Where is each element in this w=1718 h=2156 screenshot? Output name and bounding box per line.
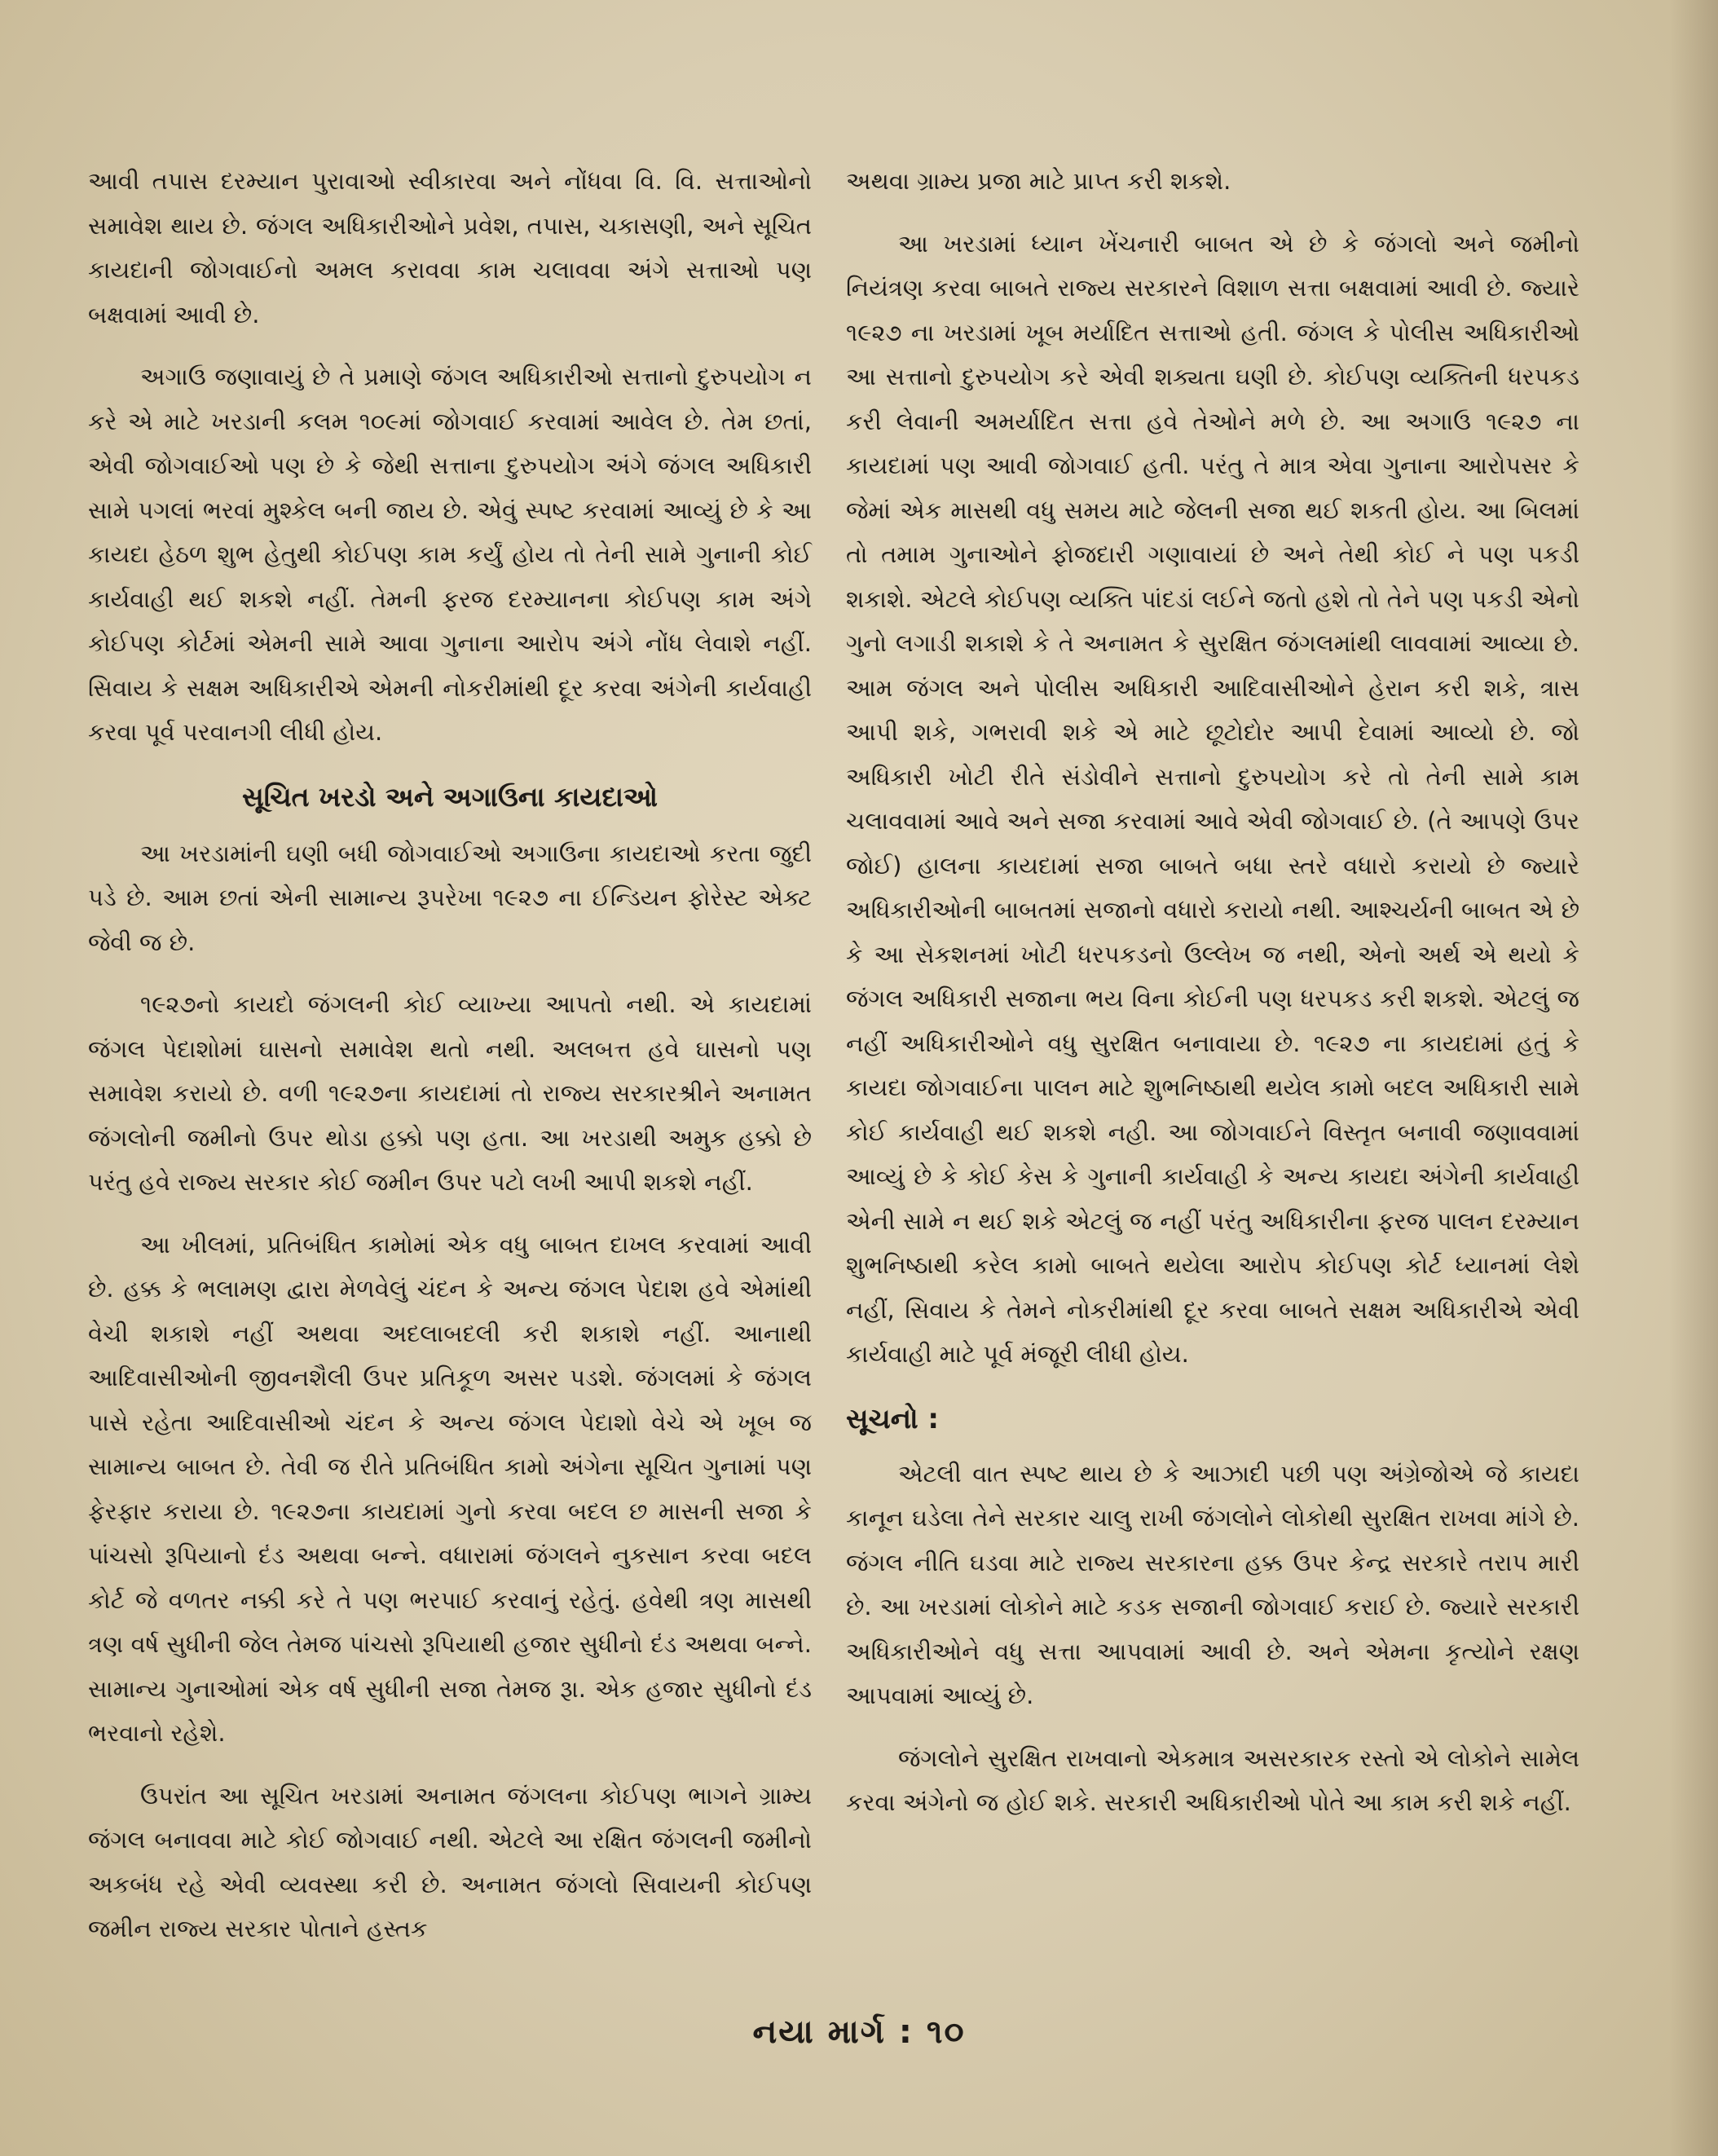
paragraph: આ ખરડામાંની ઘણી બધી જોગવાઈઓ અગાઉના કાયદાઓ કરતા જુદી પડે છે. આમ છતાં એની સામાન્ય રૂપરેખા ૧૯૨૭ ના ઈન્ડિયન ફોરેસ્ટ એક્ટ જેવી જ છે.	[88, 839, 812, 956]
paragraph: ઉપરાંત આ સૂચિત ખરડામાં અનામત જંગલના કોઈપણ ભાગને ગ્રામ્ય જંગલ બનાવવા માટે કોઈ જોગવાઈ નથી. એટલે આ રક્ષિત જંગલની જમીનો અકબંધ રહે એવી વ્યવસ્થા કરી છે. અનામત જંગલો સિવાયની કોઈપણ જમીન રાજ્ય સરકાર પોતાને હસ્તક	[88, 1781, 812, 1942]
paragraph: અથવા ગ્રામ્ય પ્રજા માટે પ્રાપ્ત કરી શકશે.	[846, 167, 1231, 195]
section-heading: સૂચનો :	[846, 1402, 940, 1435]
paragraph: અગાઉ જણાવાયું છે તે પ્રમાણે જંગલ અધિકારીઓ સત્તાનો દુરુપયોગ ન કરે એ માટે ખરડાની કલમ ૧૦૯માં જોગવાઈ કરવામાં આવેલ છે. તેમ છતાં, એવી જોગવાઈઓ પણ છે કે જેથી સત્તાના દુરુપયોગ અંગે જંગલ અધિકારી સામે પગલાં ભરવાં મુશ્કેલ બની જાય છે. એવું સ્પષ્ટ કરવામાં આવ્યું છે કે આ કાયદા હેઠળ શુભ હેતુથી કોઈપણ કામ કર્યું હોય તો તેની સામે ગુનાની કોઈ કાર્યવાહી થઈ શકશે નહીં. તેમની ફરજ દરમ્યાનના કોઈપણ કામ અંગે કોઈપણ કોર્ટમાં એમની સામે આવા ગુનાના આરોપ અંગે નોંધ લેવાશે નહીં. સિવાય કે સક્ષમ અધિકારીએ એમની નોકરીમાંથી દૂર કરવા અંગેની કાર્યવાહી કરવા પૂર્વ પરવાનગી લીધી હોય.	[88, 363, 812, 746]
page-footer: નયા માર્ગ : ૧૦	[752, 2013, 966, 2051]
paragraph: ૧૯૨૭નો કાયદો જંગલની કોઈ વ્યાખ્યા આપતો નથી. એ કાયદામાં જંગલ પેદાશોમાં ઘાસનો સમાવેશ થતો નથી. અલબત્ત હવે ઘાસનો પણ સમાવેશ કરાયો છે. વળી ૧૯૨૭ના કાયદામાં તો રાજ્ય સરકારશ્રીને અનામત જંગલોની જમીનો ઉપર થોડા હક્કો પણ હતા. આ ખરડાથી અમુક હક્કો છે પરંતુ હવે રાજ્ય સરકાર કોઈ જમીન ઉપર પટો લખી આપી શકશે નહીં.	[88, 990, 812, 1196]
paragraph: આ ખરડામાં ધ્યાન ખેંચનારી બાબત એ છે કે જંગલો અને જમીનો નિયંત્રણ કરવા બાબતે રાજ્ય સરકારને વિશાળ સત્તા બક્ષવામાં આવી છે. જ્યારે ૧૯૨૭ ના ખરડામાં ખૂબ મર્યાદિત સત્તાઓ હતી. જંગલ કે પોલીસ અધિકારીઓ આ સત્તાનો દુરુપયોગ કરે એવી શક્યતા ઘણી છે. કોઈપણ વ્યક્તિની ધરપકડ કરી લેવાની અમર્યાદિત સત્તા હવે તેઓને મળે છે. આ અગાઉ ૧૯૨૭ ના કાયદામાં પણ આવી જોગવાઈ હતી. પરંતુ તે માત્ર એવા ગુનાના આરોપસર કે જેમાં એક માસથી વધુ સમય માટે જેલની સજા થઈ શકતી હોય. આ બિલમાં તો તમામ ગુનાઓને ફોજદારી ગણાવાયાં છે અને તેથી કોઈ ને પણ પકડી શકાશે. એટલે કોઈપણ વ્યક્તિ પાંદડાં લઈને જતો હશે તો તેને પણ પકડી એનો ગુનો લગાડી શકાશે કે તે અનામત કે સુરક્ષિત જંગલમાંથી લાવવામાં આવ્યા છે. આમ જંગલ અને પોલીસ અધિકારી આદિવાસીઓને હેરાન કરી શકે, ત્રાસ આપી શકે, ગભરાવી શકે એ માટે છૂટોદોર આપી દેવામાં આવ્યો છે. જો અધિકારી ખોટી રીતે સંડોવીને સત્તાનો દુરુપયોગ કરે તો તેની સામે કામ ચલાવવામાં આવે અને સજા કરવામાં આવે એવી જોગવાઈ છે. (તે આપણે ઉપર જોઈ) હાલના કાયદામાં સજા બાબતે બધા સ્તરે વધારો કરાયો છે જ્યારે અધિકારીઓની બાબતમાં સજાનો વધારો કરાયો નથી. આશ્ચર્યની બાબત એ છે કે આ સેકશનમાં ખોટી ધરપકડનો ઉલ્લેખ જ નથી, એનો અર્થ એ થયો કે જંગલ અધિકારી સજાના ભય વિના કોઈની પણ ધરપકડ કરી શકશે. એટલું જ નહીં અધિકારીઓને વધુ સુરક્ષિત બનાવાયા છે. ૧૯૨૭ ના કાયદામાં હતું કે કાયદા જોગવાઈના પાલન માટે શુભનિષ્ઠાથી થયેલ કામો બદલ અધિકારી સામે કોઈ કાર્યવાહી થઈ શકશે નહી. આ જોગવાઈને વિસ્તૃત બનાવી જણાવવામાં આવ્યું છે કે કોઈ કેસ કે ગુનાની કાર્યવાહી કે અન્ય કાયદા અંગેની કાર્યવાહી એની સામે ન થઈ શકે એટલું જ નહીં પરંતુ અધિકારીના ફરજ પાલન દરમ્યાન શુભનિષ્ઠાથી કરેલ કામો બાબતે થયેલા આરોપ કોઈપણ કોર્ટ ધ્યાનમાં લેશે નહીં, સિવાય કે તેમને નોકરીમાંથી દૂર કરવા બાબતે સક્ષમ અધિકારીએ એવી કાર્યવાહી માટે પૂર્વ મંજૂરી લીધી હોય.	[846, 229, 1579, 1368]
right-column	[846, 159, 1579, 1843]
paragraph: આ ખીલમાં, પ્રતિબંધિત કામોમાં એક વધુ બાબત દાખલ કરવામાં આવી છે. હક્ક કે ભલામણ દ્વારા મેળવેલું ચંદન કે અન્ય જંગલ પેદાશ હવે એમાંથી વેચી શકાશે નહીં અથવા અદલાબદલી કરી શકાશે નહીં. આનાથી આદિવાસીઓની જીવનશૈલી ઉપર પ્રતિકૂળ અસર પડશે. જંગલમાં કે જંગલ પાસે રહેતા આદિવાસીઓ ચંદન કે અન્ય જંગલ પેદાશો વેચે એ ખૂબ જ સામાન્ય બાબત છે. તેવી જ રીતે પ્રતિબંધિત કામો અંગેના સૂચિત ગુનામાં પણ ફેરફાર કરાયા છે. ૧૯૨૭ના કાયદામાં ગુનો કરવા બદલ છ માસની સજા કે પાંચસો રૂપિયાનો દંડ અથવા બન્ને. વધારામાં જંગલને નુકસાન કરવા બદલ કોર્ટ જે વળતર નક્કી કરે તે પણ ભરપાઈ કરવાનું રહેતું. હવેથી ત્રણ માસથી ત્રણ વર્ષ સુધીની જેલ તેમજ પાંચસો રૂપિયાથી હજાર સુધીનો દંડ અથવા બન્ને. સામાન્ય ગુનાઓમાં એક વર્ષ સુધીની સજા તેમજ રૂા. એક હજાર સુધીનો દંડ ભરવાનો રહેશે.	[88, 1230, 812, 1747]
paragraph: જંગલોને સુરક્ષિત રાખવાનો એકમાત્ર અસરકારક રસ્તો એ લોકોને સામેલ કરવા અંગેનો જ હોઈ શકે. સરકારી અધિકારીઓ પોતે આ કામ કરી શકે નહીં.	[846, 1744, 1579, 1816]
page-edge-shadow	[1669, 0, 1718, 2156]
paragraph: એટલી વાત સ્પષ્ટ થાય છે કે આઝાદી પછી પણ અંગ્રેજોએ જે કાયદા કાનૂન ઘડેલા તેને સરકાર ચાલુ રાખી જંગલોને લોકોથી સુરક્ષિત રાખવા માંગે છે. જંગલ નીતિ ઘડવા માટે રાજ્ય સરકારના હક્ક ઉપર કેન્દ્ર સરકારે તરાપ મારી છે. આ ખરડામાં લોકોને માટે કડક સજાની જોગવાઈ કરાઈ છે. જ્યારે સરકારી અધિકારીઓને વધુ સત્તા આપવામાં આવી છે. અને એમના કૃત્યોને રક્ષણ આપવામાં આવ્યું છે.	[846, 1459, 1579, 1709]
paragraph: આવી તપાસ દરમ્યાન પુરાવાઓ સ્વીકારવા અને નોંધવા વિ. વિ. સત્તાઓનો સમાવેશ થાય છે. જંગલ અધિકારીઓને પ્રવેશ, તપાસ, ચકાસણી, અને સૂચિત કાયદાની જોગવાઈનો અમલ કરાવવા કામ ચલાવવા અંગે સત્તાઓ પણ બક્ષવામાં આવી છે.	[88, 167, 812, 328]
left-column	[88, 159, 812, 1969]
section-heading: સૂચિત ખરડો અને અગાઉના કાયદાઓ	[242, 780, 658, 813]
